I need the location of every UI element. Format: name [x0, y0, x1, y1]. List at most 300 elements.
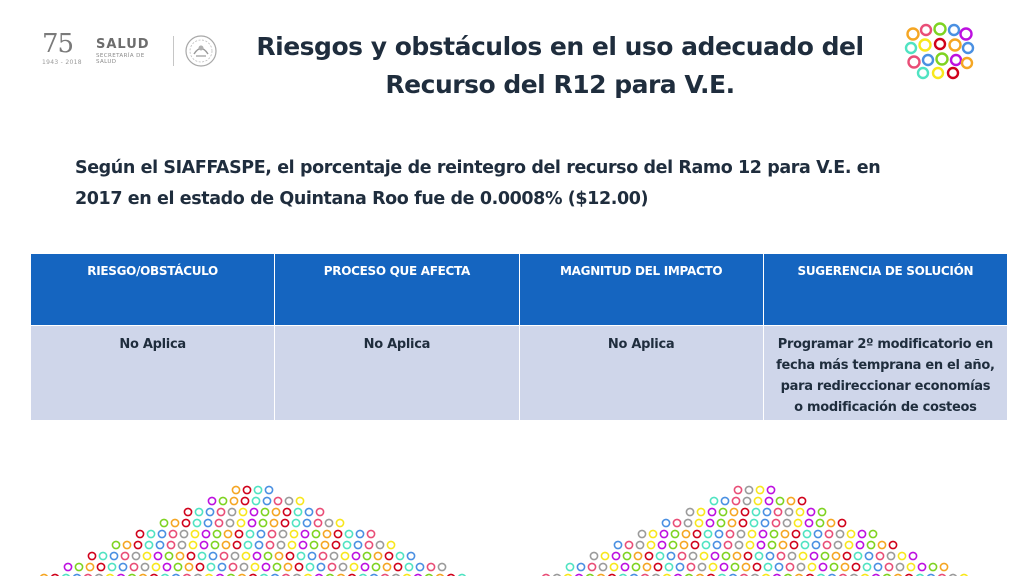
decorative-ring — [198, 552, 205, 559]
decorative-ring — [319, 552, 326, 559]
decorative-ring — [662, 519, 669, 526]
decorative-ring — [790, 541, 797, 548]
decorative-ring — [310, 541, 317, 548]
decorative-ring — [244, 541, 251, 548]
decorative-ring — [374, 552, 381, 559]
decorative-ring — [290, 530, 297, 537]
decorative-ring — [775, 563, 782, 570]
decorative-ring — [744, 552, 751, 559]
decorative-ring — [724, 541, 731, 548]
decorative-ring — [818, 508, 825, 515]
decorative-ring — [742, 563, 749, 570]
decorative-ring — [863, 563, 870, 570]
decorative-circles-pattern-left — [36, 484, 476, 576]
decorative-ring — [767, 486, 774, 493]
decorative-ring — [739, 519, 746, 526]
cell-riesgo: No Aplica — [31, 326, 275, 421]
decorative-ring — [686, 508, 693, 515]
decorative-ring — [719, 508, 726, 515]
decorative-ring — [734, 486, 741, 493]
cell-magnitud: No Aplica — [519, 326, 763, 421]
decorative-ring — [805, 519, 812, 526]
decorative-ring — [858, 530, 865, 537]
decorative-ring — [673, 519, 680, 526]
decorative-ring — [737, 530, 744, 537]
decorative-ring — [317, 563, 324, 570]
decorative-ring — [158, 530, 165, 537]
decorative-ring — [222, 541, 229, 548]
decorative-ring — [284, 563, 291, 570]
decorative-ring — [99, 552, 106, 559]
decorative-ring — [887, 552, 894, 559]
decorative-ring — [281, 519, 288, 526]
decorative-ring — [200, 541, 207, 548]
decorative-ring — [275, 552, 282, 559]
decorative-ring — [733, 552, 740, 559]
decorative-ring — [776, 497, 783, 504]
decorative-ring — [708, 508, 715, 515]
decorative-ring — [658, 541, 665, 548]
decorative-ring — [794, 519, 801, 526]
decorative-ring — [774, 508, 781, 515]
decorative-ring — [867, 541, 874, 548]
decorative-ring — [638, 530, 645, 537]
decorative-ring — [283, 508, 290, 515]
decorative-ring — [750, 519, 757, 526]
decorative-ring — [130, 563, 137, 570]
decorative-ring — [588, 563, 595, 570]
header-magnitud: MAGNITUD DEL IMPACTO — [519, 254, 763, 326]
decorative-ring — [678, 552, 685, 559]
decorative-ring — [405, 563, 412, 570]
decorative-ring — [761, 519, 768, 526]
decorative-ring — [612, 552, 619, 559]
decorative-ring — [770, 530, 777, 537]
intro-line-1: Según el SIAFFASPE, el porcentaje de reintegro del recurso del Ramo 12 para V.E. en — [75, 158, 881, 178]
decorative-ring — [295, 563, 302, 570]
decorative-ring — [907, 563, 914, 570]
decorative-ring — [731, 563, 738, 570]
decorative-ring — [376, 541, 383, 548]
decorative-ring — [878, 541, 885, 548]
decorative-ring — [217, 508, 224, 515]
decorative-ring — [748, 530, 755, 537]
decorative-ring — [819, 563, 826, 570]
decorative-ring — [202, 530, 209, 537]
decorative-ring — [299, 541, 306, 548]
decorative-ring — [171, 519, 178, 526]
decorative-ring — [726, 530, 733, 537]
decorative-ring — [145, 541, 152, 548]
decorative-ring — [676, 563, 683, 570]
ministry-subtitle: SECRETARÍA DE SALUD — [96, 53, 145, 65]
decorative-ring — [240, 563, 247, 570]
decorative-ring — [687, 563, 694, 570]
decorative-ring — [647, 541, 654, 548]
decorative-ring — [178, 541, 185, 548]
decorative-ring — [816, 519, 823, 526]
decorative-ring — [779, 541, 786, 548]
decorative-ring — [263, 497, 270, 504]
decorative-ring — [345, 530, 352, 537]
decorative-ring — [684, 519, 691, 526]
decorative-ring — [121, 552, 128, 559]
decorative-ring — [623, 552, 630, 559]
decorative-ring — [693, 530, 700, 537]
decorative-ring — [365, 541, 372, 548]
decorative-ring — [759, 530, 766, 537]
decorative-ring — [292, 519, 299, 526]
anniversary-75-logo — [42, 30, 90, 70]
decorative-ring — [255, 541, 262, 548]
decorative-ring — [889, 541, 896, 548]
decorative-circles-pattern-right — [538, 484, 978, 576]
decorative-ring — [566, 563, 573, 570]
salud-logo — [96, 38, 162, 64]
risk-table — [30, 253, 1008, 421]
decorative-ring — [854, 552, 861, 559]
decorative-ring — [141, 563, 148, 570]
decorative-ring — [865, 552, 872, 559]
decorative-ring — [743, 497, 750, 504]
decorative-ring — [803, 530, 810, 537]
decorative-ring — [810, 552, 817, 559]
decorative-ring — [671, 530, 678, 537]
decorative-ring — [184, 508, 191, 515]
decorative-ring — [730, 508, 737, 515]
decorative-ring — [243, 486, 250, 493]
decorative-ring — [97, 563, 104, 570]
decorative-ring — [407, 552, 414, 559]
decorative-ring — [704, 530, 711, 537]
decorative-ring — [614, 541, 621, 548]
decorative-ring — [728, 519, 735, 526]
decorative-ring — [416, 563, 423, 570]
decorative-ring — [350, 563, 357, 570]
decorative-ring — [232, 486, 239, 493]
decorative-ring — [909, 552, 916, 559]
decorative-ring — [691, 541, 698, 548]
decorative-ring — [798, 497, 805, 504]
decorative-ring — [191, 530, 198, 537]
decorative-ring — [801, 541, 808, 548]
decorative-ring — [843, 552, 850, 559]
decorative-ring — [208, 497, 215, 504]
decorative-ring — [632, 563, 639, 570]
decorative-ring — [147, 530, 154, 537]
decorative-ring — [754, 497, 761, 504]
header-proceso: PROCESO QUE AFECTA — [275, 254, 519, 326]
decorative-ring — [321, 541, 328, 548]
decorative-ring — [385, 552, 392, 559]
decorative-ring — [929, 563, 936, 570]
decorative-ring — [755, 552, 762, 559]
decorative-ring — [268, 530, 275, 537]
decorative-ring — [656, 552, 663, 559]
decorative-ring — [86, 563, 93, 570]
decorative-ring — [706, 519, 713, 526]
decorative-ring — [334, 530, 341, 537]
decorative-ring — [765, 497, 772, 504]
decorative-ring — [721, 497, 728, 504]
logo-divider — [173, 36, 174, 66]
decorative-ring — [301, 530, 308, 537]
decorative-ring — [427, 563, 434, 570]
decorative-ring — [836, 530, 843, 537]
decorative-ring — [143, 552, 150, 559]
decorative-ring — [763, 508, 770, 515]
decorative-ring — [799, 552, 806, 559]
decorative-ring — [625, 541, 632, 548]
decorative-ring — [285, 497, 292, 504]
decorative-ring — [383, 563, 390, 570]
decorative-ring — [314, 519, 321, 526]
decorative-ring — [722, 552, 729, 559]
decorative-ring — [660, 530, 667, 537]
decorative-ring — [174, 563, 181, 570]
ministry-name: SALUD — [96, 37, 150, 52]
decorative-ring — [711, 552, 718, 559]
anniversary-number: 75 — [42, 29, 74, 59]
decorative-ring — [250, 508, 257, 515]
decorative-ring — [841, 563, 848, 570]
decorative-ring — [845, 541, 852, 548]
decorative-ring — [745, 486, 752, 493]
decorative-ring — [253, 552, 260, 559]
decorative-ring — [766, 552, 773, 559]
decorative-ring — [856, 541, 863, 548]
decorative-ring — [257, 530, 264, 537]
decorative-ring — [323, 530, 330, 537]
decorative-ring — [132, 552, 139, 559]
decorative-ring — [341, 552, 348, 559]
decorative-ring — [235, 530, 242, 537]
decorative-ring — [228, 508, 235, 515]
decorative-ring — [710, 497, 717, 504]
decorative-ring — [869, 530, 876, 537]
decorative-ring — [665, 563, 672, 570]
decorative-ring — [231, 552, 238, 559]
decorative-ring — [88, 552, 95, 559]
decorative-ring — [230, 497, 237, 504]
decorative-ring — [215, 519, 222, 526]
decorative-ring — [396, 552, 403, 559]
decorative-ring — [814, 530, 821, 537]
decorative-ring — [187, 552, 194, 559]
cell-sugerencia: Programar 2º modificatorio en fecha más temprana en el año, para redireccionar economías o modificación de costeos — [763, 326, 1007, 421]
coat-of-arms-icon — [181, 34, 221, 68]
decorative-ring — [182, 519, 189, 526]
intro-line-2: 2017 en el estado de Quintana Roo fue de 0.0008% ($12.00) — [75, 189, 649, 209]
decorative-ring — [825, 530, 832, 537]
decorative-ring — [165, 552, 172, 559]
decorative-ring — [279, 530, 286, 537]
decorative-ring — [788, 552, 795, 559]
decorative-ring — [242, 552, 249, 559]
decorative-ring — [387, 541, 394, 548]
decorative-ring — [709, 563, 716, 570]
decorative-ring — [233, 541, 240, 548]
decorative-ring — [577, 563, 584, 570]
decorative-ring — [185, 563, 192, 570]
anniversary-years: 1943 - 2018 — [42, 59, 82, 66]
decorative-ring — [252, 497, 259, 504]
decorative-ring — [108, 563, 115, 570]
decorative-ring — [356, 530, 363, 537]
decorative-ring — [219, 497, 226, 504]
decorative-ring — [286, 552, 293, 559]
decorative-ring — [180, 530, 187, 537]
decorative-ring — [204, 519, 211, 526]
decorative-ring — [136, 530, 143, 537]
decorative-ring — [832, 552, 839, 559]
decorative-ring — [154, 552, 161, 559]
decorative-ring — [768, 541, 775, 548]
decorative-ring — [316, 508, 323, 515]
decorative-ring — [160, 519, 167, 526]
decorative-ring — [332, 541, 339, 548]
decorative-ring — [270, 519, 277, 526]
decorative-ring — [254, 486, 261, 493]
decorative-ring — [246, 530, 253, 537]
decorative-ring — [110, 552, 117, 559]
decorative-ring — [752, 508, 759, 515]
decorative-ring — [352, 552, 359, 559]
decorative-ring — [847, 530, 854, 537]
decorative-ring — [303, 519, 310, 526]
decorative-ring — [330, 552, 337, 559]
decorative-ring — [918, 563, 925, 570]
decorative-ring — [621, 563, 628, 570]
decorative-ring — [830, 563, 837, 570]
table-row — [31, 326, 1008, 421]
decorative-ring — [226, 519, 233, 526]
header-riesgo: RIESGO/OBSTÁCULO — [31, 254, 275, 326]
decorative-ring — [134, 541, 141, 548]
decorative-ring — [812, 541, 819, 548]
decorative-ring — [783, 519, 790, 526]
decorative-ring — [590, 552, 597, 559]
decorative-ring — [207, 563, 214, 570]
decorative-ring — [241, 497, 248, 504]
decorative-ring — [274, 497, 281, 504]
decorative-ring — [248, 519, 255, 526]
decorative-ring — [176, 552, 183, 559]
decorative-ring — [786, 563, 793, 570]
decorative-ring — [354, 541, 361, 548]
decorative-ring — [119, 563, 126, 570]
decorative-ring — [702, 541, 709, 548]
decorative-ring — [787, 497, 794, 504]
decorative-ring — [189, 541, 196, 548]
decorative-ring — [297, 552, 304, 559]
decorative-ring — [251, 563, 258, 570]
title-line-1: Riesgos y obstáculos en el uso adecuado del — [256, 32, 864, 61]
decorative-ring — [296, 497, 303, 504]
decorative-ring — [720, 563, 727, 570]
decorative-ring — [325, 519, 332, 526]
decorative-ring — [152, 563, 159, 570]
decorative-ring — [601, 552, 608, 559]
decorative-ring — [827, 519, 834, 526]
decorative-ring — [636, 541, 643, 548]
decorative-ring — [599, 563, 606, 570]
decorative-ring — [336, 519, 343, 526]
decorative-ring — [885, 563, 892, 570]
decorative-ring — [792, 530, 799, 537]
decorative-ring — [294, 508, 301, 515]
decorative-ring — [343, 541, 350, 548]
intro-paragraph — [75, 153, 975, 215]
decorative-ring — [896, 563, 903, 570]
decorative-ring — [277, 541, 284, 548]
decorative-ring — [218, 563, 225, 570]
colored-circles-logo — [903, 22, 977, 80]
decorative-ring — [220, 552, 227, 559]
title-line-2: Recurso del R12 para V.E. — [385, 70, 735, 99]
decorative-ring — [796, 508, 803, 515]
decorative-ring — [654, 563, 661, 570]
decorative-ring — [312, 530, 319, 537]
decorative-ring — [64, 563, 71, 570]
decorative-ring — [838, 519, 845, 526]
decorative-ring — [698, 563, 705, 570]
decorative-ring — [610, 563, 617, 570]
decorative-ring — [807, 508, 814, 515]
decorative-ring — [808, 563, 815, 570]
decorative-ring — [306, 563, 313, 570]
decorative-ring — [112, 541, 119, 548]
decorative-ring — [195, 508, 202, 515]
decorative-ring — [363, 552, 370, 559]
decorative-ring — [764, 563, 771, 570]
decorative-ring — [753, 563, 760, 570]
decorative-ring — [123, 541, 130, 548]
decorative-ring — [649, 530, 656, 537]
decorative-ring — [266, 541, 273, 548]
decorative-ring — [196, 563, 203, 570]
decorative-ring — [156, 541, 163, 548]
cell-proceso: No Aplica — [275, 326, 519, 421]
decorative-ring — [669, 541, 676, 548]
decorative-ring — [75, 563, 82, 570]
decorative-ring — [261, 508, 268, 515]
decorative-ring — [874, 563, 881, 570]
table-header-row — [31, 254, 1008, 326]
decorative-ring — [715, 530, 722, 537]
decorative-ring — [328, 563, 335, 570]
decorative-ring — [876, 552, 883, 559]
decorative-ring — [682, 530, 689, 537]
decorative-ring — [209, 552, 216, 559]
decorative-ring — [634, 552, 641, 559]
decorative-ring — [746, 541, 753, 548]
decorative-ring — [262, 563, 269, 570]
decorative-ring — [237, 519, 244, 526]
decorative-ring — [163, 563, 170, 570]
decorative-ring — [645, 552, 652, 559]
decorative-ring — [695, 519, 702, 526]
decorative-ring — [288, 541, 295, 548]
decorative-ring — [305, 508, 312, 515]
decorative-ring — [821, 552, 828, 559]
decorative-ring — [308, 552, 315, 559]
decorative-ring — [229, 563, 236, 570]
decorative-ring — [167, 541, 174, 548]
decorative-ring — [777, 552, 784, 559]
decorative-ring — [735, 541, 742, 548]
decorative-ring — [372, 563, 379, 570]
